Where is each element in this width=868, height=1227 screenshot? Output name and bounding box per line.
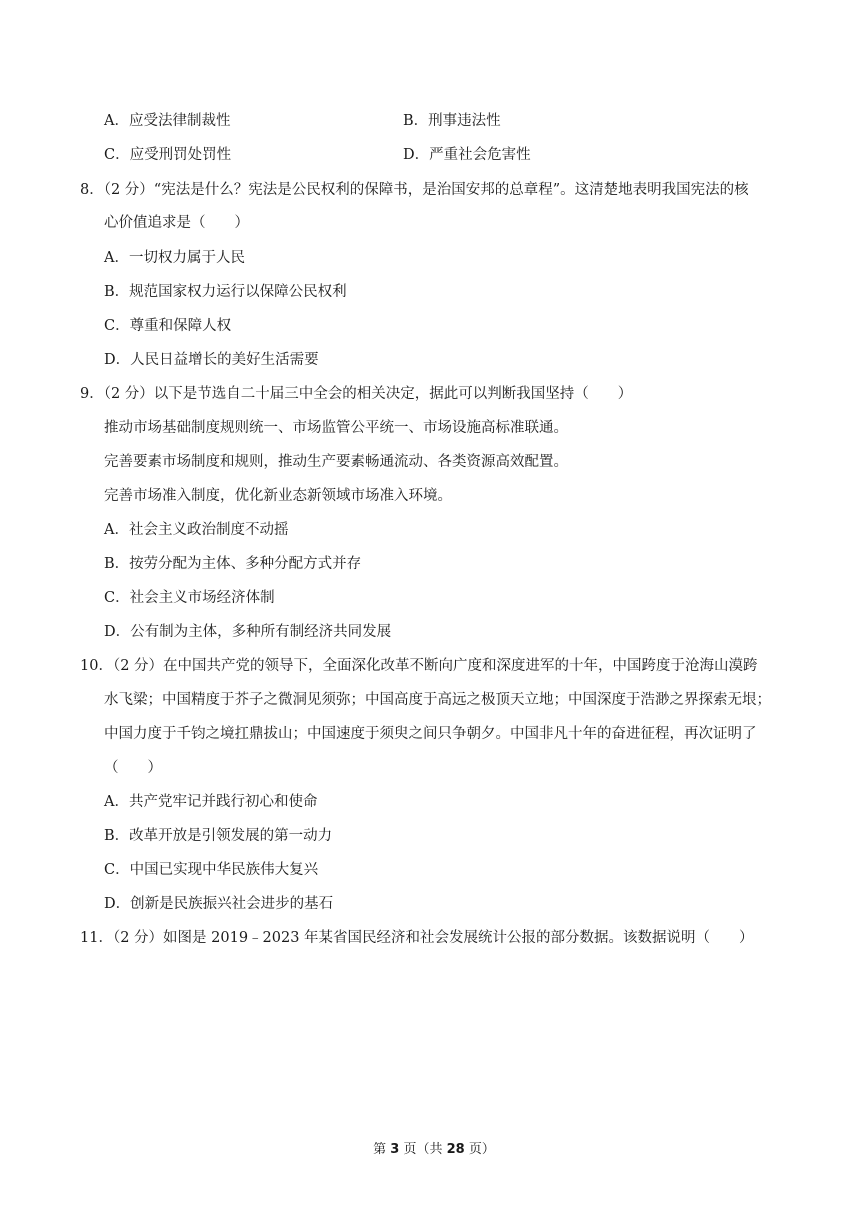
footer-suffix: 页）	[464, 1142, 495, 1157]
q10-stem-line4: （ ）	[104, 760, 162, 776]
q7-option-c: C．应受刑罚处罚性	[104, 147, 232, 163]
q9-option-a: A．社会主义政治制度不动摇	[104, 522, 289, 538]
q10-option-a: A．共产党牢记并践行初心和使命	[104, 794, 318, 810]
q8-option-a: A．一切权力属于人民	[104, 250, 245, 266]
q9-option-c: C．社会主义市场经济体制	[104, 590, 275, 606]
q11-stem: 11．（2 分）如图是 2019﹣2023 年某省国民经济和社会发展统计公报的部分数据。该数据说明（ ）	[80, 930, 754, 946]
q10-stem-line2: 水飞梁；中国精度于芥子之微洞见须弥；中国高度于高远之极顶天立地；中国深度于浩渺之界探索无垠；	[104, 692, 771, 708]
q7-option-b: B．刑事违法性	[403, 113, 501, 129]
q8-stem-line1: 8．（2 分）“宪法是什么？宪法是公民权利的保障书，是治国安邦的总章程”。这清楚地表明我国宪法的核	[80, 182, 749, 198]
q9-material-2: 完善要素市场制度和规则，推动生产要素畅通流动、各类资源高效配置。	[104, 454, 568, 470]
page-footer	[0, 1138, 868, 1157]
q10-stem-line3: 中国力度于千钧之境扛鼎拔山；中国速度于须臾之间只争朝夕。中国非凡十年的奋进征程，再次证明了	[104, 726, 757, 742]
footer-prefix: 第	[373, 1142, 391, 1157]
q10-option-d: D．创新是民族振兴社会进步的基石	[104, 896, 334, 912]
q9-material-1: 推动市场基础制度规则统一、市场监管公平统一、市场设施高标准联通。	[104, 420, 568, 436]
q9-option-b: B．按劳分配为主体、多种分配方式并存	[104, 556, 362, 572]
q10-option-b: B．改革开放是引领发展的第一动力	[104, 828, 333, 844]
q8-option-d: D．人民日益增长的美好生活需要	[104, 352, 319, 368]
q7-option-a: A．应受法律制裁性	[104, 113, 231, 129]
footer-middle: 页（共	[399, 1142, 447, 1157]
q7-option-d: D．严重社会危害性	[403, 147, 531, 163]
q10-option-c: C．中国已实现中华民族伟大复兴	[104, 862, 319, 878]
q9-stem: 9．（2 分）以下是节选自二十届三中全会的相关决定，据此可以判断我国坚持（ ）	[80, 386, 633, 402]
q8-option-b: B．规范国家权力运行以保障公民权利	[104, 284, 347, 300]
q9-material-3: 完善市场准入制度，优化新业态新领域市场准入环境。	[104, 488, 452, 504]
q8-stem-line2: 心价值追求是（ ）	[104, 215, 249, 231]
q9-option-d: D．公有制为主体，多种所有制经济共同发展	[104, 624, 392, 640]
footer-total-pages: 28	[446, 1142, 465, 1157]
q10-stem-line1: 10．（2 分）在中国共产党的领导下，全面深化改革不断向广度和深度进军的十年，中国跨度于沧海山漠跨	[80, 658, 758, 674]
q8-option-c: C．尊重和保障人权	[104, 318, 232, 334]
footer-page-number: 3	[390, 1142, 400, 1157]
